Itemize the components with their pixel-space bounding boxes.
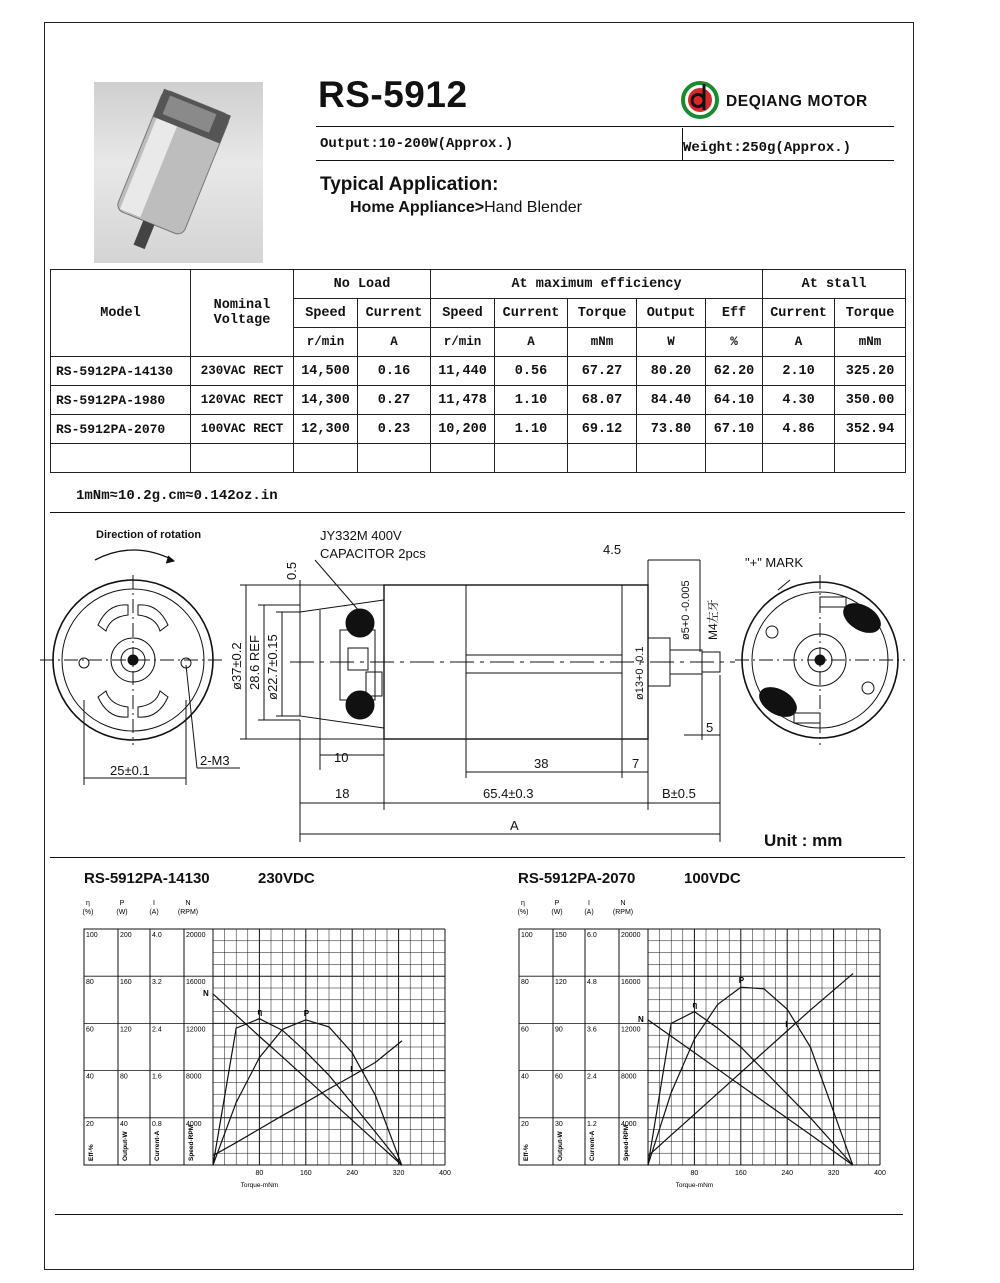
series-line-I xyxy=(213,1041,402,1155)
dim-10: 10 xyxy=(334,750,349,765)
unit-cell: r/min xyxy=(431,328,495,357)
axis-head-symbol: P xyxy=(119,900,125,907)
series-point-N xyxy=(328,1099,329,1100)
series-point-η xyxy=(763,1070,764,1071)
axis-head-unit: (W) xyxy=(116,909,128,916)
scale-tick-label: 16000 xyxy=(621,979,641,987)
series-point-I xyxy=(259,1128,260,1129)
cell: 100VAC RECT xyxy=(191,415,294,444)
capacitor-label-1: JY332M 400V xyxy=(320,528,402,543)
section-rule xyxy=(50,512,905,513)
header-rule-2 xyxy=(316,160,894,161)
cell: 2.10 xyxy=(763,357,835,386)
series-point-I xyxy=(852,973,853,974)
scale-tick-label: 150 xyxy=(555,932,567,939)
axis-head-symbol: I xyxy=(153,900,155,907)
scale-axis-label: Speed-RPM xyxy=(623,1124,630,1161)
brand-logo xyxy=(680,80,720,125)
series-point-N xyxy=(763,1101,764,1102)
scale-axis-label: Eff-% xyxy=(523,1144,530,1161)
x-tick-label: 240 xyxy=(346,1170,359,1177)
cell xyxy=(568,444,637,473)
cell: 14,300 xyxy=(294,386,358,415)
scale-tick-label: 20000 xyxy=(621,932,641,939)
scale-tick-label: 8000 xyxy=(621,1073,637,1081)
x-tick-label: 400 xyxy=(874,1170,886,1177)
series-point-η xyxy=(401,1164,402,1165)
dim-m4: M4左牙 xyxy=(706,599,720,640)
series-point-N xyxy=(236,1015,237,1016)
scale-tick-label: 4000 xyxy=(621,1120,637,1128)
cell: 10,200 xyxy=(431,415,495,444)
dim-227: ø22.7±0.15 xyxy=(265,634,280,700)
cell: 4.86 xyxy=(763,415,835,444)
cell: 1.10 xyxy=(495,415,568,444)
scale-tick-label: 3.2 xyxy=(152,979,162,987)
cell: 352.94 xyxy=(835,415,906,444)
x-tick-label: 320 xyxy=(827,1170,840,1177)
scale-tick-label: 20000 xyxy=(186,932,206,939)
conversion-note: 1mNm≈10.2g.cm≈0.142oz.in xyxy=(76,488,278,504)
cell xyxy=(495,444,568,473)
cell: 73.80 xyxy=(637,415,706,444)
col-header: Current xyxy=(358,299,431,328)
unit-cell: A xyxy=(495,328,568,357)
x-tick-label: 160 xyxy=(734,1170,747,1177)
series-point-η xyxy=(282,1030,283,1031)
dimension-drawing xyxy=(0,515,1000,860)
scale-tick-label: 80 xyxy=(86,979,94,987)
cell xyxy=(358,444,431,473)
series-point-η xyxy=(717,1028,718,1029)
series-point-N xyxy=(282,1056,283,1057)
axis-head-symbol: η xyxy=(521,900,525,907)
series-point-I xyxy=(740,1072,741,1073)
dim-45: 4.5 xyxy=(603,542,622,557)
cell: 67.10 xyxy=(706,415,763,444)
series-point-I xyxy=(671,1135,672,1136)
curve-label-N: N xyxy=(638,1014,644,1024)
curve-label-η: η xyxy=(692,1000,698,1010)
group-stall: At stall xyxy=(763,270,906,299)
series-point-I xyxy=(352,1075,353,1076)
brand-name: DEQIANG MOTOR xyxy=(726,93,868,110)
cell: 69.12 xyxy=(568,415,637,444)
scale-tick-label: 60 xyxy=(521,1026,529,1034)
curve-label-η: η xyxy=(257,1007,263,1017)
col-header: Output xyxy=(637,299,706,328)
cell: 0.27 xyxy=(358,386,431,415)
series-point-η xyxy=(694,1011,695,1012)
cell: 62.20 xyxy=(706,357,763,386)
scale-tick-label: 20 xyxy=(521,1120,529,1128)
cell: 11,440 xyxy=(431,357,495,386)
series-point-P xyxy=(740,987,741,988)
series-point-P xyxy=(259,1057,260,1058)
weight-spec: Weight:250g(Approx.) xyxy=(683,140,852,156)
scale-tick-label: 2.4 xyxy=(587,1073,597,1081)
col-header: Eff xyxy=(706,299,763,328)
series-point-I xyxy=(236,1142,237,1143)
cell: 230VAC RECT xyxy=(191,357,294,386)
dim-38: 38 xyxy=(534,756,549,771)
scale-tick-label: 1.2 xyxy=(587,1120,597,1128)
col-header: Speed xyxy=(294,299,358,328)
scale-tick-label: 40 xyxy=(120,1120,128,1128)
footer-rule xyxy=(55,1214,903,1215)
col-header: Torque xyxy=(835,299,906,328)
scale-tick-label: 4.0 xyxy=(152,932,162,939)
group-max-efficiency: At maximum efficiency xyxy=(431,270,763,299)
motor-photo xyxy=(94,82,263,263)
scale-tick-label: 100 xyxy=(86,932,98,939)
cell xyxy=(835,444,906,473)
scale-tick-label: 80 xyxy=(521,979,529,987)
x-axis-label: Torque-mNm xyxy=(240,1182,279,1189)
axis-head-symbol: N xyxy=(185,900,191,907)
series-point-η xyxy=(259,1018,260,1019)
plus-mark-label: "+" MARK xyxy=(745,555,803,570)
series-point-η xyxy=(212,1164,213,1165)
axis-head-symbol: N xyxy=(620,900,626,907)
series-point-η xyxy=(352,1103,353,1104)
table-row xyxy=(51,415,906,444)
unit-cell: r/min xyxy=(294,328,358,357)
series-point-I xyxy=(717,1093,718,1094)
series-point-P xyxy=(375,1095,376,1096)
scale-tick-label: 120 xyxy=(120,1026,132,1034)
dim-7: 7 xyxy=(632,756,640,771)
series-point-N xyxy=(740,1085,741,1086)
curve-label-I: I xyxy=(350,1064,353,1074)
spec-table xyxy=(50,269,906,473)
cell: 80.20 xyxy=(637,357,706,386)
series-point-I xyxy=(647,1155,648,1156)
series-point-P xyxy=(352,1052,353,1053)
series-point-I xyxy=(328,1088,329,1089)
cell: 120VAC RECT xyxy=(191,386,294,415)
cell xyxy=(706,444,763,473)
scale-tick-label: 2.4 xyxy=(152,1026,162,1034)
section-rule-2 xyxy=(50,857,905,858)
performance-chart-1 xyxy=(70,895,470,1200)
unit-cell: mNm xyxy=(835,328,906,357)
series-point-N xyxy=(212,993,213,994)
application-heading: Typical Application: xyxy=(320,174,499,195)
series-point-P xyxy=(717,1004,718,1005)
output-spec: Output:10-200W(Approx.) xyxy=(320,136,514,152)
scale-tick-label: 20 xyxy=(86,1120,94,1128)
x-tick-label: 160 xyxy=(299,1170,312,1177)
series-point-η xyxy=(647,1164,648,1165)
dim-a: A xyxy=(510,818,519,833)
axis-head-symbol: P xyxy=(554,900,560,907)
scale-tick-label: 4000 xyxy=(186,1120,202,1128)
scale-axis-label: Current-A xyxy=(154,1130,161,1161)
series-point-N xyxy=(647,1019,648,1020)
series-point-η xyxy=(305,1051,306,1052)
x-tick-label: 240 xyxy=(781,1170,794,1177)
application-line xyxy=(350,199,582,217)
cell: 11,478 xyxy=(431,386,495,415)
series-point-I xyxy=(763,1051,764,1052)
x-tick-label: 80 xyxy=(690,1170,699,1177)
cell: 0.23 xyxy=(358,415,431,444)
col-header: Current xyxy=(495,299,568,328)
unit-cell: mNm xyxy=(568,328,637,357)
scale-tick-label: 120 xyxy=(555,979,567,987)
graph2-model: RS-5912PA-2070 xyxy=(518,870,636,887)
series-point-N xyxy=(810,1134,811,1135)
scale-axis-label: Speed-RPM xyxy=(188,1124,195,1161)
cell: RS-5912PA-1980 xyxy=(51,386,191,415)
scale-tick-label: 3.6 xyxy=(587,1026,597,1034)
series-point-N xyxy=(259,1036,260,1037)
col-header: Current xyxy=(763,299,835,328)
group-no-load: No Load xyxy=(294,270,431,299)
series-point-η xyxy=(852,1164,853,1165)
table-row xyxy=(51,357,906,386)
series-point-I xyxy=(375,1062,376,1063)
cell xyxy=(431,444,495,473)
cell xyxy=(294,444,358,473)
curve-label-P: P xyxy=(738,976,745,986)
scale-axis-label: Output-W xyxy=(557,1131,564,1161)
graph2-voltage: 100VDC xyxy=(684,870,741,887)
cell: 0.16 xyxy=(358,357,431,386)
series-point-I xyxy=(787,1030,788,1031)
cell: 12,300 xyxy=(294,415,358,444)
series-point-η xyxy=(671,1023,672,1024)
axis-head-unit: (%) xyxy=(82,909,94,916)
dim-18: 18 xyxy=(335,786,350,801)
scale-tick-label: 16000 xyxy=(186,979,206,987)
curve-label-P: P xyxy=(303,1008,310,1018)
axis-head-unit: (RPM) xyxy=(177,909,199,916)
dim-654: 65.4±0.3 xyxy=(483,786,534,801)
scale-tick-label: 90 xyxy=(555,1026,563,1034)
cell: RS-5912PA-2070 xyxy=(51,415,191,444)
unit-label: Unit : mm xyxy=(764,831,843,850)
scale-tick-label: 60 xyxy=(86,1026,94,1034)
cell xyxy=(763,444,835,473)
graph1-model: RS-5912PA-14130 xyxy=(84,870,210,887)
series-point-P xyxy=(694,1039,695,1040)
dim-05: 0.5 xyxy=(284,561,299,580)
axis-head-symbol: η xyxy=(86,900,90,907)
capacitor-label-2: CAPACITOR 2pcs xyxy=(320,546,426,561)
series-point-I xyxy=(694,1114,695,1115)
series-line-P xyxy=(213,1020,402,1165)
scale-tick-label: 4.8 xyxy=(587,979,597,987)
scale-tick-label: 12000 xyxy=(621,1026,641,1034)
dim-25: 25±0.1 xyxy=(110,763,150,778)
scale-tick-label: 80 xyxy=(120,1073,128,1081)
series-point-P xyxy=(671,1092,672,1093)
series-point-P xyxy=(236,1102,237,1103)
page-title: RS-5912 xyxy=(318,74,468,115)
unit-cell: W xyxy=(637,328,706,357)
series-point-P xyxy=(763,988,764,989)
series-point-I xyxy=(282,1115,283,1116)
curve-label-I: I xyxy=(785,1019,788,1029)
dim-shaft: ø5+0 -0.005 xyxy=(680,580,692,640)
cell xyxy=(191,444,294,473)
series-point-I xyxy=(305,1102,306,1103)
axis-head-unit: (RPM) xyxy=(612,909,634,916)
series-point-N xyxy=(671,1036,672,1037)
scale-tick-label: 100 xyxy=(521,932,533,939)
axis-head-unit: (A) xyxy=(584,909,594,916)
scale-tick-label: 40 xyxy=(86,1073,94,1081)
scale-tick-label: 30 xyxy=(555,1120,563,1128)
cell: 67.27 xyxy=(568,357,637,386)
series-point-I xyxy=(212,1155,213,1156)
application-category: Home Appliance> xyxy=(350,199,485,216)
curve-label-N: N xyxy=(203,988,209,998)
series-point-N xyxy=(375,1141,376,1142)
axis-head-unit: (A) xyxy=(149,909,159,916)
series-point-I xyxy=(401,1041,402,1042)
performance-chart-2 xyxy=(505,895,905,1200)
series-point-N xyxy=(717,1068,718,1069)
cell: 1.10 xyxy=(495,386,568,415)
cell: 4.30 xyxy=(763,386,835,415)
series-point-η xyxy=(740,1046,741,1047)
series-point-η xyxy=(787,1094,788,1095)
scale-axis-label: Current-A xyxy=(589,1130,596,1161)
table-row xyxy=(51,386,906,415)
dim-5: 5 xyxy=(706,720,714,735)
col-header: Torque xyxy=(568,299,637,328)
dim-2m3: 2-M3 xyxy=(200,753,230,768)
axis-head-unit: (%) xyxy=(517,909,529,916)
series-point-η xyxy=(375,1131,376,1132)
dim-b: B±0.5 xyxy=(662,786,696,801)
scale-tick-label: 0.8 xyxy=(152,1120,162,1128)
x-tick-label: 400 xyxy=(439,1170,451,1177)
rotation-label: Direction of rotation xyxy=(96,529,202,541)
unit-cell: A xyxy=(763,328,835,357)
series-point-N xyxy=(305,1077,306,1078)
dim-286: 28.6 REF xyxy=(247,635,262,690)
scale-tick-label: 12000 xyxy=(186,1026,206,1034)
series-point-P xyxy=(810,1046,811,1047)
scale-axis-label: Output-W xyxy=(122,1131,129,1161)
cell: 0.56 xyxy=(495,357,568,386)
col-header: Speed xyxy=(431,299,495,328)
cell: 325.20 xyxy=(835,357,906,386)
series-point-N xyxy=(787,1118,788,1119)
unit-cell: % xyxy=(706,328,763,357)
dim-37: ø37±0.2 xyxy=(229,642,244,690)
series-point-P xyxy=(328,1026,329,1027)
application-item: Hand Blender xyxy=(484,199,582,216)
scale-tick-label: 8000 xyxy=(186,1073,202,1081)
scale-tick-label: 200 xyxy=(120,932,132,939)
series-point-I xyxy=(810,1009,811,1010)
table-row-empty xyxy=(51,444,906,473)
cell xyxy=(637,444,706,473)
col-voltage-header: Nominal Voltage xyxy=(191,270,294,357)
cell: 14,500 xyxy=(294,357,358,386)
cell xyxy=(51,444,191,473)
cell: 64.10 xyxy=(706,386,763,415)
scale-tick-label: 40 xyxy=(521,1073,529,1081)
scale-tick-label: 1.6 xyxy=(152,1073,162,1081)
series-point-P xyxy=(787,1009,788,1010)
graph1-voltage: 230VDC xyxy=(258,870,315,887)
series-point-η xyxy=(236,1028,237,1029)
axis-head-symbol: I xyxy=(588,900,590,907)
dim-boss: ø13+0 -0.1 xyxy=(634,646,646,700)
scale-tick-label: 60 xyxy=(555,1073,563,1081)
cell: 350.00 xyxy=(835,386,906,415)
unit-cell: A xyxy=(358,328,431,357)
series-point-N xyxy=(352,1120,353,1121)
cell: 84.40 xyxy=(637,386,706,415)
scale-tick-label: 160 xyxy=(120,979,132,987)
series-point-P xyxy=(305,1019,306,1020)
col-model-header: Model xyxy=(51,270,191,357)
scale-axis-label: Eff-% xyxy=(88,1144,95,1161)
cell: 68.07 xyxy=(568,386,637,415)
x-axis-label: Torque-mNm xyxy=(675,1182,714,1189)
axis-head-unit: (W) xyxy=(551,909,563,916)
x-tick-label: 80 xyxy=(255,1170,264,1177)
header-rule xyxy=(316,126,894,127)
cell: RS-5912PA-14130 xyxy=(51,357,191,386)
scale-tick-label: 6.0 xyxy=(587,932,597,939)
series-point-η xyxy=(810,1117,811,1118)
series-point-η xyxy=(328,1075,329,1076)
x-tick-label: 320 xyxy=(392,1170,405,1177)
series-point-N xyxy=(694,1052,695,1053)
